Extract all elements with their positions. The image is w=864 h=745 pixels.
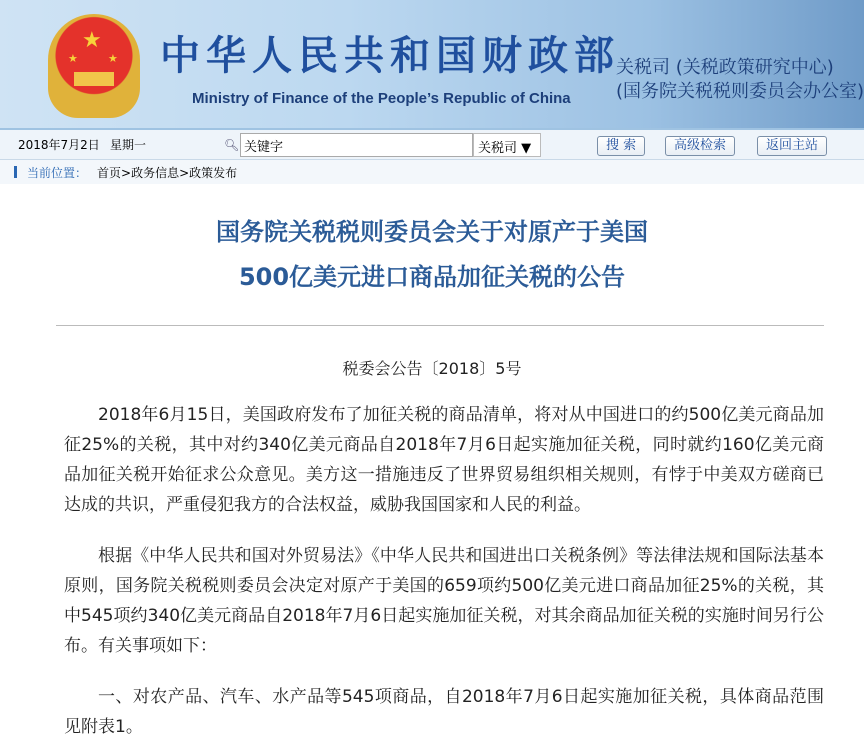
- weekday: 星期一: [110, 138, 147, 152]
- breadcrumb-path[interactable]: 首页>政务信息>政策发布: [97, 165, 238, 180]
- scope-select[interactable]: 关税司 ▼: [473, 133, 541, 157]
- dept-line1: 关税司 (关税政策研究中心): [616, 57, 834, 78]
- title-line2: 500亿美元进口商品加征关税的公告: [238, 263, 626, 291]
- site-title-en: Ministry of Finance of the People’s Republic of China: [192, 90, 571, 107]
- advanced-search-button[interactable]: 高级检索: [665, 136, 735, 156]
- department-name: [616, 56, 864, 104]
- search-button[interactable]: 搜 索: [597, 136, 645, 156]
- breadcrumb-marker: [14, 166, 17, 178]
- breadcrumb: [0, 160, 864, 184]
- paragraph: 根据《中华人民共和国对外贸易法》《中华人民共和国进出口关税条例》等法律法规和国际法基本原则，国务院关税税则委员会决定对原产于美国的659项约500亿美元进口商品加征25%的关税，其中545项约340亿美元商品自2018年7月6日起实施加征关税，对其余商品加征关税的实施时间另行公布。有关事项如下：: [64, 546, 824, 656]
- return-home-button[interactable]: 返回主站: [757, 136, 827, 156]
- toolbar: [0, 130, 864, 160]
- announcement-number: 税委会公告〔2018〕5号: [342, 359, 522, 378]
- search-icon: 🔍︎: [224, 137, 240, 152]
- site-title-cn: 中华人民共和国财政部: [160, 33, 620, 79]
- site-banner: [0, 0, 864, 130]
- paragraph: 一、对农产品、汽车、水产品等545项商品，自2018年7月6日起实施加征关税，具体商品范围见附表1。: [64, 687, 824, 737]
- divider: [56, 325, 824, 326]
- search-input[interactable]: [240, 133, 473, 157]
- paragraph: 2018年6月15日，美国政府发布了加征关税的商品清单，将对从中国进口的约500亿美元商品加征25%的关税，其中对约340亿美元商品自2018年7月6日起实施加征关税，同时就约160亿美元商品加征关税开始征求公众意见。美方这一措施违反了世界贸易组织相关规则，有悖于中美双方磋商已达成的共识，严重侵犯我方的合法权益，威胁我国国家和人民的利益。: [64, 405, 824, 515]
- breadcrumb-label: 当前位置：: [27, 165, 88, 180]
- current-date: 2018年7月2日: [18, 138, 100, 152]
- dept-line2: (国务院关税税则委员会办公室): [616, 81, 864, 102]
- national-emblem-icon: ★ ★ ★: [48, 14, 140, 118]
- title-line1: 国务院关税税则委员会关于对原产于美国: [216, 218, 648, 246]
- article-title: [0, 210, 864, 300]
